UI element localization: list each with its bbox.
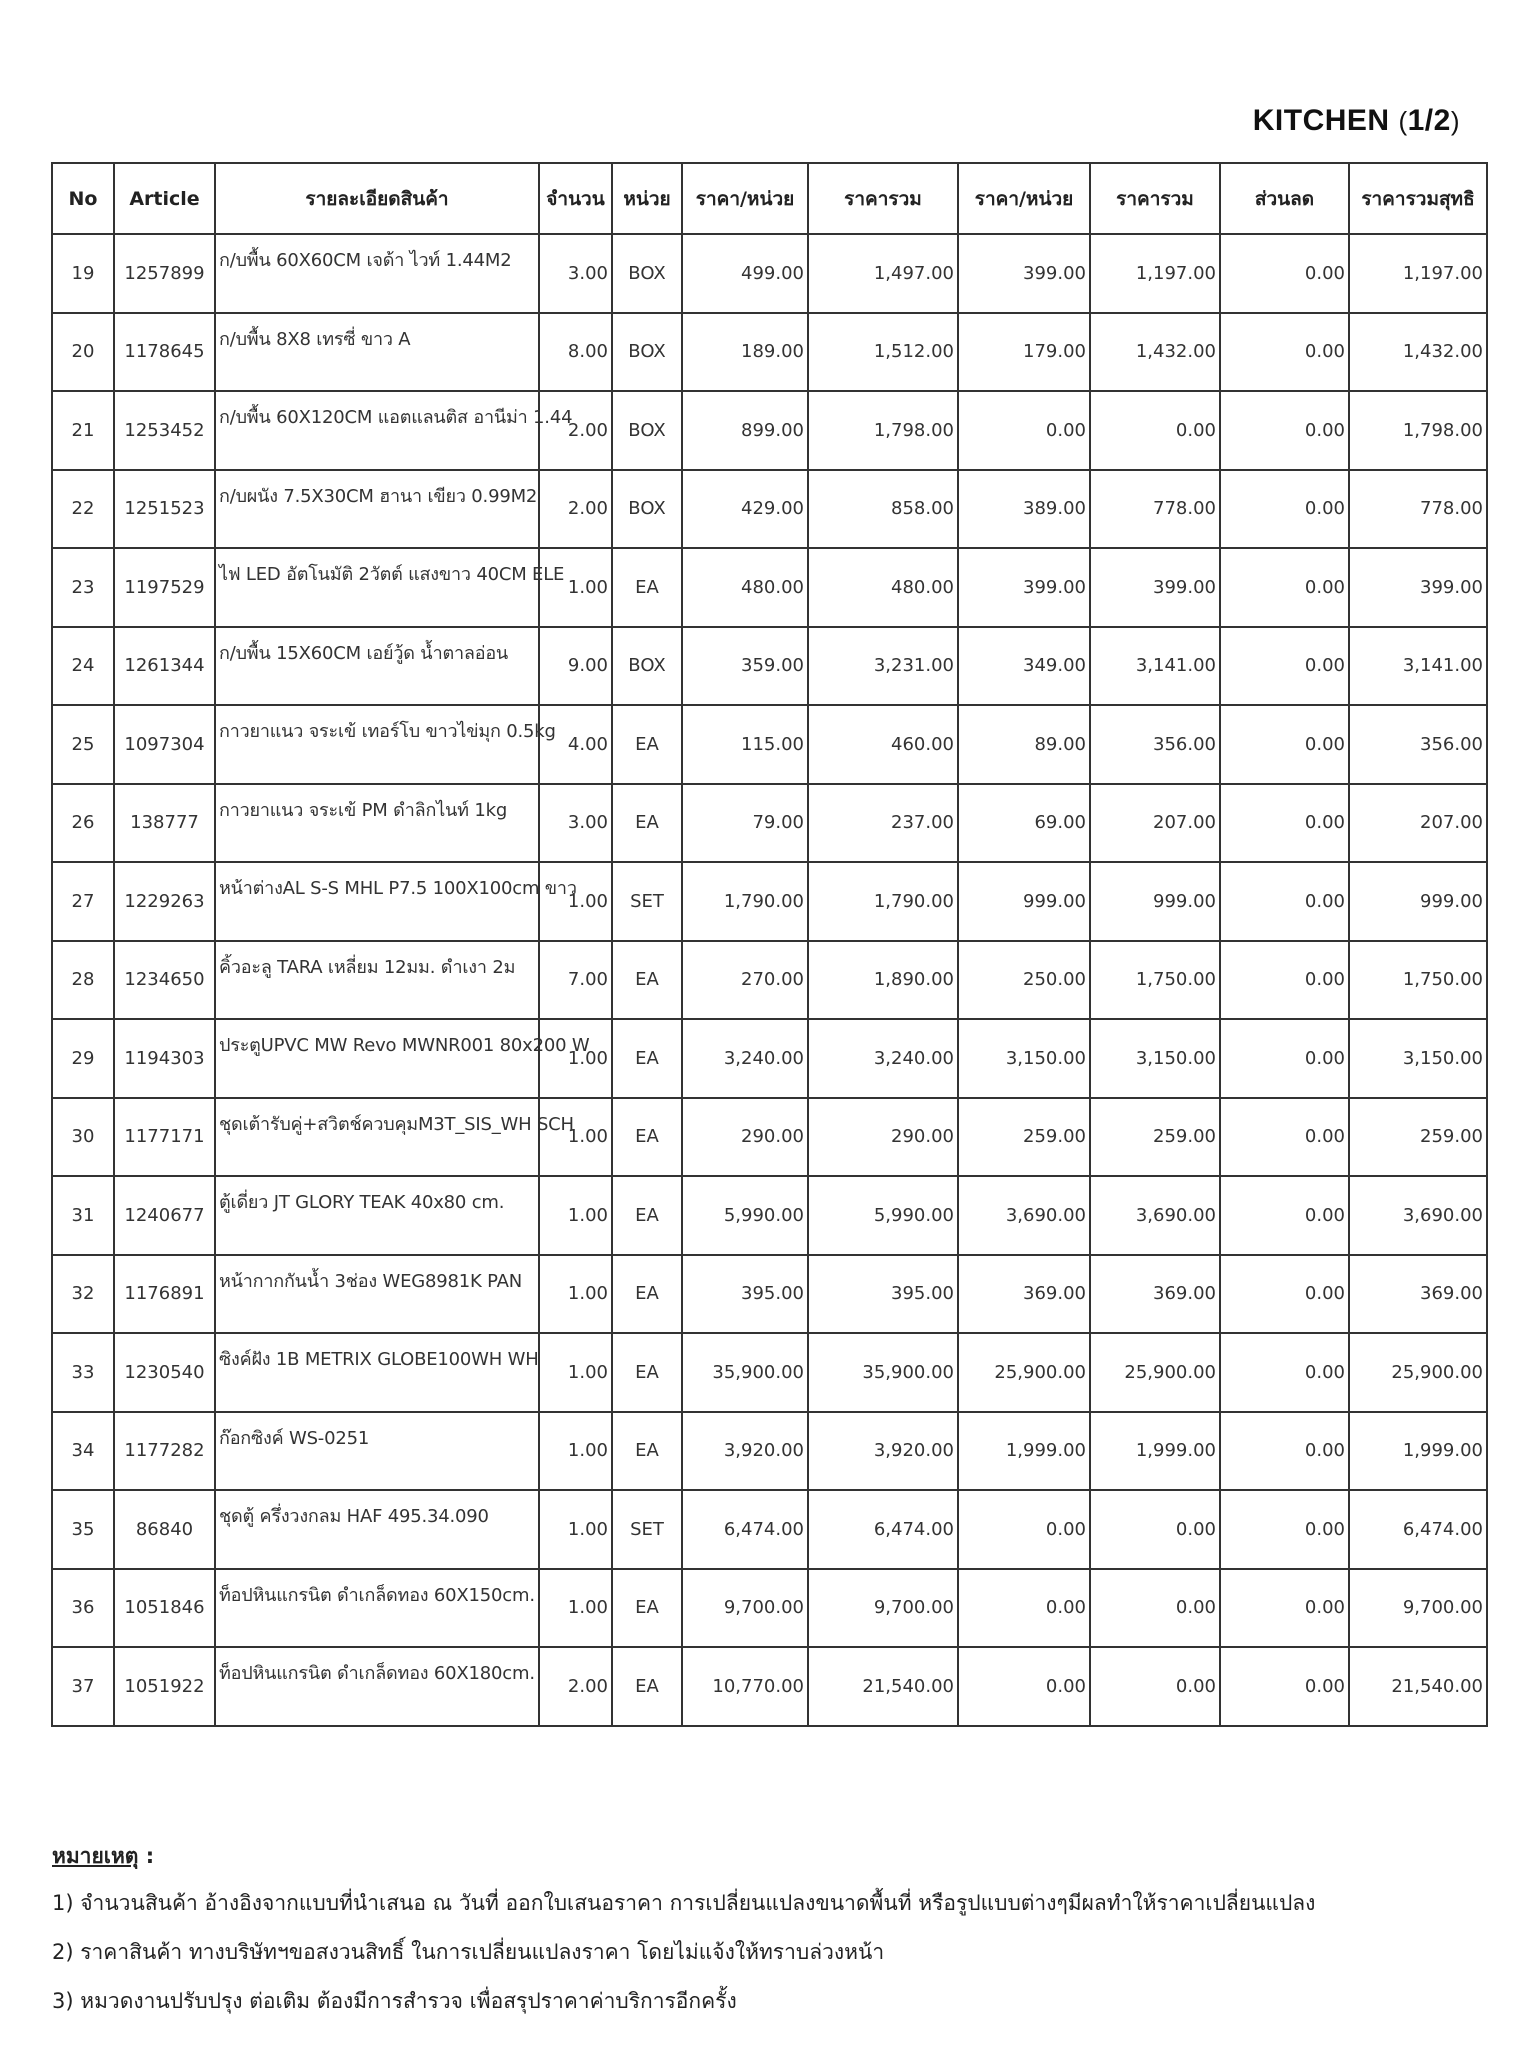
table-row [52, 234, 1487, 313]
cell-unit-price: 499.00 [682, 234, 808, 313]
cell-discount: 0.00 [1220, 1019, 1349, 1098]
cell-total-2: 3,150.00 [1090, 1019, 1220, 1098]
header-description: รายละเอียดสินค้า [215, 163, 539, 234]
cell-unit: EA [612, 941, 682, 1020]
cell-description: ก/บพื้น 60X120CM แอตแลนติส อานีม่า 1.44 [215, 391, 539, 470]
cell-no: 37 [52, 1647, 114, 1726]
table-row [52, 784, 1487, 863]
cell-net-total: 259.00 [1349, 1098, 1487, 1177]
cell-total-2: 3,690.00 [1090, 1176, 1220, 1255]
table-row [52, 1255, 1487, 1334]
cell-no: 20 [52, 313, 114, 392]
cell-total: 5,990.00 [808, 1176, 958, 1255]
cell-description: ซิงค์ฝัง 1B METRIX GLOBE100WH WH [215, 1333, 539, 1412]
cell-description: ไฟ LED อัตโนมัติ 2วัตต์ แสงขาว 40CM ELE [215, 548, 539, 627]
cell-net-total: 399.00 [1349, 548, 1487, 627]
cell-discount: 0.00 [1220, 234, 1349, 313]
page-title [1253, 104, 1460, 138]
cell-unit: EA [612, 548, 682, 627]
cell-total-2: 778.00 [1090, 470, 1220, 549]
cell-total: 3,240.00 [808, 1019, 958, 1098]
cell-article: 1234650 [114, 941, 215, 1020]
cell-discount: 0.00 [1220, 627, 1349, 706]
cell-discount: 0.00 [1220, 470, 1349, 549]
cell-quantity: 1.00 [539, 1176, 612, 1255]
table-row [52, 705, 1487, 784]
cell-quantity: 7.00 [539, 941, 612, 1020]
cell-net-total: 999.00 [1349, 862, 1487, 941]
cell-discount: 0.00 [1220, 1412, 1349, 1491]
header-net-total: ราคารวมสุทธิ [1349, 163, 1487, 234]
cell-description: กาวยาแนว จระเข้ เทอร์โบ ขาวไข่มุก 0.5kg [215, 705, 539, 784]
cell-description: หน้ากากกันน้ำ 3ช่อง WEG8981K PAN [215, 1255, 539, 1334]
cell-unit-price: 9,700.00 [682, 1569, 808, 1648]
cell-article: 1177282 [114, 1412, 215, 1491]
cell-quantity: 9.00 [539, 627, 612, 706]
table-row [52, 391, 1487, 470]
cell-description: ก/บพื้น 8X8 เทรซี่ ขาว A [215, 313, 539, 392]
cell-unit-price-2: 0.00 [958, 1490, 1090, 1569]
cell-no: 25 [52, 705, 114, 784]
cell-quantity: 8.00 [539, 313, 612, 392]
cell-unit: BOX [612, 391, 682, 470]
cell-quantity: 3.00 [539, 234, 612, 313]
cell-discount: 0.00 [1220, 548, 1349, 627]
cell-unit-price-2: 0.00 [958, 1569, 1090, 1648]
cell-description: ก/บผนัง 7.5X30CM ฮานา เขียว 0.99M2 [215, 470, 539, 549]
cell-unit-price: 480.00 [682, 548, 808, 627]
cell-quantity: 1.00 [539, 1490, 612, 1569]
cell-quantity: 1.00 [539, 1255, 612, 1334]
cell-total-2: 0.00 [1090, 1490, 1220, 1569]
cell-total: 460.00 [808, 705, 958, 784]
cell-discount: 0.00 [1220, 1098, 1349, 1177]
cell-unit-price-2: 999.00 [958, 862, 1090, 941]
cell-description: ก๊อกซิงค์ WS-0251 [215, 1412, 539, 1491]
title-open-paren: ( [1398, 106, 1408, 136]
cell-unit-price-2: 0.00 [958, 391, 1090, 470]
cell-no: 26 [52, 784, 114, 863]
cell-total-2: 0.00 [1090, 391, 1220, 470]
cell-unit: EA [612, 1333, 682, 1412]
cell-net-total: 21,540.00 [1349, 1647, 1487, 1726]
items-table [51, 162, 1488, 1727]
table-row [52, 1412, 1487, 1491]
cell-unit-price: 10,770.00 [682, 1647, 808, 1726]
cell-no: 27 [52, 862, 114, 941]
cell-quantity: 1.00 [539, 1019, 612, 1098]
cell-unit-price: 429.00 [682, 470, 808, 549]
cell-article: 1197529 [114, 548, 215, 627]
cell-net-total: 356.00 [1349, 705, 1487, 784]
cell-quantity: 1.00 [539, 1412, 612, 1491]
cell-unit: BOX [612, 470, 682, 549]
cell-unit: EA [612, 784, 682, 863]
cell-net-total: 3,150.00 [1349, 1019, 1487, 1098]
cell-article: 1261344 [114, 627, 215, 706]
cell-unit-price-2: 250.00 [958, 941, 1090, 1020]
cell-description: ตู้เดี่ยว JT GLORY TEAK 40x80 cm. [215, 1176, 539, 1255]
cell-quantity: 2.00 [539, 1647, 612, 1726]
cell-no: 23 [52, 548, 114, 627]
cell-article: 1051922 [114, 1647, 215, 1726]
cell-net-total: 9,700.00 [1349, 1569, 1487, 1648]
cell-article: 1257899 [114, 234, 215, 313]
cell-total: 1,798.00 [808, 391, 958, 470]
cell-no: 34 [52, 1412, 114, 1491]
cell-total: 1,890.00 [808, 941, 958, 1020]
cell-unit: SET [612, 1490, 682, 1569]
title-main: KITCHEN [1252, 104, 1390, 137]
table-header-row [52, 163, 1487, 234]
cell-net-total: 1,432.00 [1349, 313, 1487, 392]
cell-article: 138777 [114, 784, 215, 863]
cell-total: 1,497.00 [808, 234, 958, 313]
cell-description: กาวยาแนว จระเข้ PM ดำลิกไนท์ 1kg [215, 784, 539, 863]
cell-discount: 0.00 [1220, 1647, 1349, 1726]
cell-total-2: 3,141.00 [1090, 627, 1220, 706]
cell-total: 395.00 [808, 1255, 958, 1334]
cell-total-2: 1,750.00 [1090, 941, 1220, 1020]
cell-article: 1178645 [114, 313, 215, 392]
cell-total: 21,540.00 [808, 1647, 958, 1726]
header-unit-price: ราคา/หน่วย [682, 163, 808, 234]
table-row [52, 548, 1487, 627]
cell-total-2: 259.00 [1090, 1098, 1220, 1177]
cell-total: 858.00 [808, 470, 958, 549]
cell-net-total: 3,690.00 [1349, 1176, 1487, 1255]
cell-unit-price: 5,990.00 [682, 1176, 808, 1255]
cell-discount: 0.00 [1220, 1255, 1349, 1334]
cell-no: 32 [52, 1255, 114, 1334]
cell-unit-price-2: 69.00 [958, 784, 1090, 863]
cell-total-2: 0.00 [1090, 1569, 1220, 1648]
cell-no: 35 [52, 1490, 114, 1569]
header-total: ราคารวม [808, 163, 958, 234]
cell-article: 1251523 [114, 470, 215, 549]
cell-article: 1230540 [114, 1333, 215, 1412]
cell-unit-price: 899.00 [682, 391, 808, 470]
cell-description: หน้าต่างAL S-S MHL P7.5 100X100cm ขาว [215, 862, 539, 941]
cell-quantity: 4.00 [539, 705, 612, 784]
cell-total-2: 207.00 [1090, 784, 1220, 863]
table-body [52, 234, 1487, 1726]
cell-unit-price-2: 3,150.00 [958, 1019, 1090, 1098]
cell-no: 33 [52, 1333, 114, 1412]
cell-article: 1194303 [114, 1019, 215, 1098]
cell-unit-price: 3,240.00 [682, 1019, 808, 1098]
cell-unit-price-2: 0.00 [958, 1647, 1090, 1726]
cell-article: 1229263 [114, 862, 215, 941]
cell-unit: EA [612, 1569, 682, 1648]
table-row [52, 313, 1487, 392]
header-unit-price-2: ราคา/หน่วย [958, 163, 1090, 234]
cell-discount: 0.00 [1220, 1569, 1349, 1648]
cell-total: 480.00 [808, 548, 958, 627]
cell-description: ก/บพื้น 15X60CM เอย์วู้ด น้ำตาลอ่อน [215, 627, 539, 706]
cell-unit-price: 270.00 [682, 941, 808, 1020]
header-article: Article [114, 163, 215, 234]
cell-quantity: 1.00 [539, 1098, 612, 1177]
cell-unit-price-2: 25,900.00 [958, 1333, 1090, 1412]
table-row [52, 1333, 1487, 1412]
cell-total: 9,700.00 [808, 1569, 958, 1648]
cell-net-total: 1,999.00 [1349, 1412, 1487, 1491]
note-line-1: 1) จำนวนสินค้า อ้างอิงจากแบบที่นำเสนอ ณ วันที่ ออกใบเสนอราคา การเปลี่ยนแปลงขนาดพื้นที่ หรือรูปแบบต่างๆมีผลทำให้ราคาเปลี่ยนแปลง [52, 1891, 1316, 1915]
table-row [52, 1019, 1487, 1098]
cell-quantity: 1.00 [539, 1569, 612, 1648]
cell-article: 1097304 [114, 705, 215, 784]
cell-total-2: 999.00 [1090, 862, 1220, 941]
cell-unit-price: 189.00 [682, 313, 808, 392]
cell-net-total: 25,900.00 [1349, 1333, 1487, 1412]
cell-no: 31 [52, 1176, 114, 1255]
table-row [52, 1176, 1487, 1255]
table-row [52, 1490, 1487, 1569]
cell-unit: EA [612, 1255, 682, 1334]
cell-net-total: 778.00 [1349, 470, 1487, 549]
header-discount: ส่วนลด [1220, 163, 1349, 234]
cell-unit-price: 359.00 [682, 627, 808, 706]
table-row [52, 1569, 1487, 1648]
cell-quantity: 2.00 [539, 391, 612, 470]
cell-net-total: 1,197.00 [1349, 234, 1487, 313]
table-row [52, 1647, 1487, 1726]
cell-unit-price-2: 389.00 [958, 470, 1090, 549]
cell-total-2: 356.00 [1090, 705, 1220, 784]
cell-total-2: 1,999.00 [1090, 1412, 1220, 1491]
cell-quantity: 1.00 [539, 548, 612, 627]
cell-article: 1253452 [114, 391, 215, 470]
cell-total: 3,231.00 [808, 627, 958, 706]
notes-section [52, 1840, 1315, 2034]
cell-unit-price-2: 399.00 [958, 548, 1090, 627]
notes-heading: หมายเหตุ : [52, 1844, 155, 1868]
title-close-paren: ) [1450, 106, 1460, 136]
cell-discount: 0.00 [1220, 391, 1349, 470]
header-quantity: จำนวน [539, 163, 612, 234]
cell-unit: EA [612, 1647, 682, 1726]
cell-total: 6,474.00 [808, 1490, 958, 1569]
note-line-2: 2) ราคาสินค้า ทางบริษัทฯขอสงวนสิทธิ์ ในการเปลี่ยนแปลงราคา โดยไม่แจ้งให้ทราบล่วงหน้า [52, 1940, 885, 1964]
cell-description: ท็อปหินแกรนิต ดำเกล็ดทอง 60X150cm. [215, 1569, 539, 1648]
cell-article: 86840 [114, 1490, 215, 1569]
table-row [52, 1098, 1487, 1177]
cell-total-2: 399.00 [1090, 548, 1220, 627]
cell-no: 24 [52, 627, 114, 706]
cell-no: 29 [52, 1019, 114, 1098]
cell-unit: EA [612, 1176, 682, 1255]
cell-net-total: 207.00 [1349, 784, 1487, 863]
cell-total-2: 369.00 [1090, 1255, 1220, 1334]
table-row [52, 941, 1487, 1020]
cell-article: 1240677 [114, 1176, 215, 1255]
cell-unit-price-2: 369.00 [958, 1255, 1090, 1334]
cell-total: 35,900.00 [808, 1333, 958, 1412]
cell-unit-price-2: 3,690.00 [958, 1176, 1090, 1255]
cell-net-total: 1,798.00 [1349, 391, 1487, 470]
cell-unit-price: 1,790.00 [682, 862, 808, 941]
header-no: No [52, 163, 114, 234]
cell-description: ชุดตู้ ครึ่งวงกลม HAF 495.34.090 [215, 1490, 539, 1569]
cell-unit-price-2: 89.00 [958, 705, 1090, 784]
cell-unit: BOX [612, 627, 682, 706]
cell-unit-price: 290.00 [682, 1098, 808, 1177]
cell-unit-price-2: 399.00 [958, 234, 1090, 313]
cell-discount: 0.00 [1220, 1490, 1349, 1569]
cell-discount: 0.00 [1220, 1176, 1349, 1255]
cell-unit: EA [612, 705, 682, 784]
cell-discount: 0.00 [1220, 784, 1349, 863]
table-row [52, 470, 1487, 549]
cell-quantity: 2.00 [539, 470, 612, 549]
cell-no: 21 [52, 391, 114, 470]
cell-discount: 0.00 [1220, 313, 1349, 392]
table-row [52, 862, 1487, 941]
cell-net-total: 3,141.00 [1349, 627, 1487, 706]
cell-quantity: 3.00 [539, 784, 612, 863]
cell-no: 30 [52, 1098, 114, 1177]
cell-unit-price-2: 179.00 [958, 313, 1090, 392]
cell-discount: 0.00 [1220, 1333, 1349, 1412]
cell-unit-price-2: 259.00 [958, 1098, 1090, 1177]
cell-total-2: 1,197.00 [1090, 234, 1220, 313]
cell-description: ประตูUPVC MW Revo MWNR001 80x200 W [215, 1019, 539, 1098]
cell-article: 1177171 [114, 1098, 215, 1177]
cell-no: 22 [52, 470, 114, 549]
cell-description: ชุดเต้ารับคู่+สวิตช์ควบคุมM3T_SIS_WH SCH [215, 1098, 539, 1177]
cell-net-total: 6,474.00 [1349, 1490, 1487, 1569]
cell-total: 1,790.00 [808, 862, 958, 941]
cell-description: คิ้วอะลู TARA เหลี่ยม 12มม. ดำเงา 2ม [215, 941, 539, 1020]
cell-unit: EA [612, 1019, 682, 1098]
cell-article: 1051846 [114, 1569, 215, 1648]
cell-unit-price: 395.00 [682, 1255, 808, 1334]
header-total-2: ราคารวม [1090, 163, 1220, 234]
cell-unit: BOX [612, 234, 682, 313]
cell-unit: BOX [612, 313, 682, 392]
cell-net-total: 369.00 [1349, 1255, 1487, 1334]
cell-quantity: 1.00 [539, 1333, 612, 1412]
cell-total-2: 25,900.00 [1090, 1333, 1220, 1412]
table-row [52, 627, 1487, 706]
cell-article: 1176891 [114, 1255, 215, 1334]
cell-unit-price: 3,920.00 [682, 1412, 808, 1491]
cell-no: 36 [52, 1569, 114, 1648]
cell-total: 3,920.00 [808, 1412, 958, 1491]
cell-total-2: 1,432.00 [1090, 313, 1220, 392]
cell-total: 237.00 [808, 784, 958, 863]
cell-unit: SET [612, 862, 682, 941]
cell-quantity: 1.00 [539, 862, 612, 941]
cell-unit-price: 79.00 [682, 784, 808, 863]
cell-unit-price-2: 1,999.00 [958, 1412, 1090, 1491]
cell-no: 28 [52, 941, 114, 1020]
cell-unit: EA [612, 1412, 682, 1491]
note-line-3: 3) หมวดงานปรับปรุง ต่อเติม ต้องมีการสำรวจ เพื่อสรุปราคาค่าบริการอีกครั้ง [52, 1989, 737, 2013]
cell-discount: 0.00 [1220, 862, 1349, 941]
cell-total: 1,512.00 [808, 313, 958, 392]
cell-discount: 0.00 [1220, 705, 1349, 784]
cell-unit-price-2: 349.00 [958, 627, 1090, 706]
cell-unit-price: 35,900.00 [682, 1333, 808, 1412]
cell-no: 19 [52, 234, 114, 313]
cell-total-2: 0.00 [1090, 1647, 1220, 1726]
cell-unit: EA [612, 1098, 682, 1177]
cell-description: ก/บพื้น 60X60CM เจด้า ไวท์ 1.44M2 [215, 234, 539, 313]
cell-discount: 0.00 [1220, 941, 1349, 1020]
cell-description: ท็อปหินแกรนิต ดำเกล็ดทอง 60X180cm. [215, 1647, 539, 1726]
header-unit: หน่วย [612, 163, 682, 234]
title-page: 1/2 [1407, 104, 1451, 137]
cell-unit-price: 115.00 [682, 705, 808, 784]
cell-net-total: 1,750.00 [1349, 941, 1487, 1020]
cell-total: 290.00 [808, 1098, 958, 1177]
cell-unit-price: 6,474.00 [682, 1490, 808, 1569]
